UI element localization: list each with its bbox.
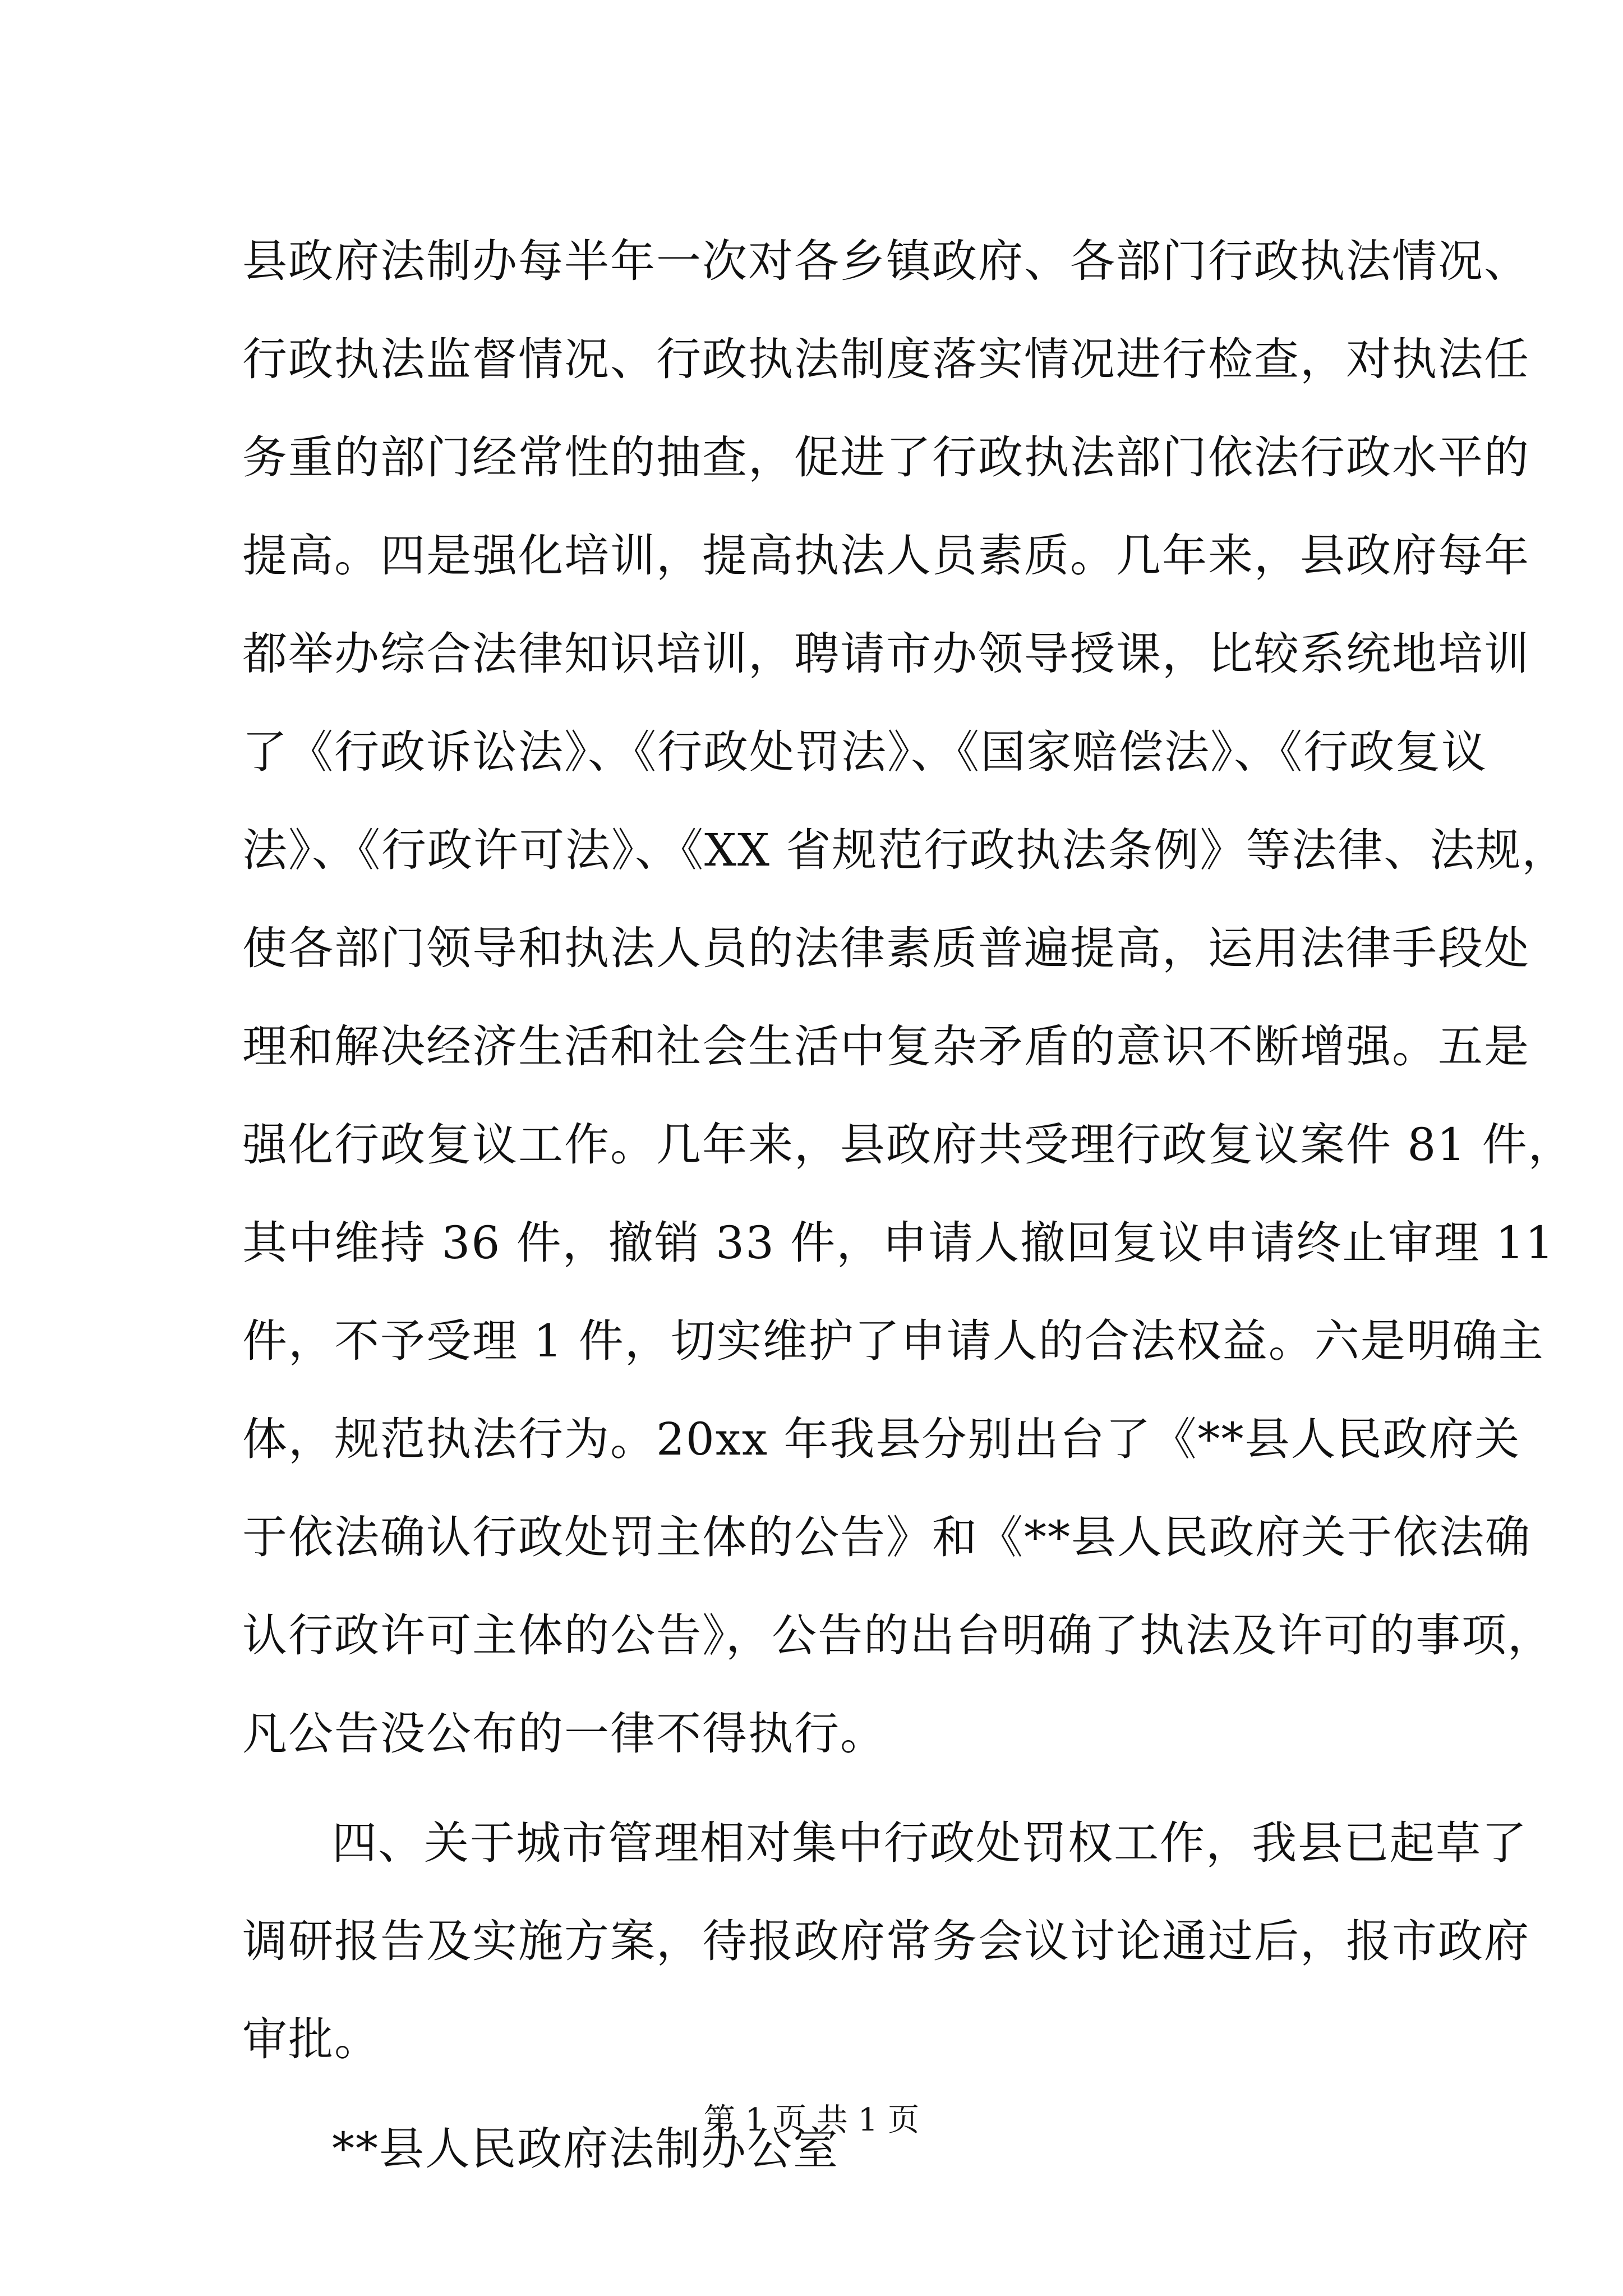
text-line: 使各部门领导和执法人员的法律素质普遍提高，运用法律手段处 xyxy=(242,922,1530,974)
text-line: 四、关于城市管理相对集中行政处罚权工作，我县已起草了 xyxy=(332,1817,1528,1869)
signature: **县人民政府法制办公室 xyxy=(332,2123,839,2175)
text-line: 其中维持 36 件，撤销 33 件，申请人撤回复议申请终止审理 11 xyxy=(242,1217,1555,1269)
text-line: 于依法确认行政处罚主体的公告》和《**县人民政府关于依法确 xyxy=(242,1511,1531,1563)
text-line: 行政执法监督情况、行政执法制度落实情况进行检查，对执法任 xyxy=(242,333,1530,385)
text-line: 提高。四是强化培训，提高执法人员素质。几年来，县政府每年 xyxy=(242,530,1530,582)
text-line: 了《行政诉讼法》、《行政处罚法》、《国家赔偿法》、《行政复议 xyxy=(242,726,1487,778)
paragraph-2 xyxy=(242,1794,1530,2088)
paragraph-1 xyxy=(242,212,1574,1783)
page-footer: 第 1 页 共 1 页 xyxy=(703,2102,920,2138)
text-line: 务重的部门经常性的抽查，促进了行政执法部门依法行政水平的 xyxy=(242,431,1530,484)
text-line: 认行政许可主体的公告》，公告的出台明确了执法及许可的事项， xyxy=(242,1609,1553,1662)
text-line: 法》、《行政许可法》、《XX 省规范行政执法条例》等法律、法规， xyxy=(242,824,1568,876)
paragraph-gap xyxy=(242,1783,1459,1794)
document-body xyxy=(242,212,1574,2198)
text-line: 件，不予受理 1 件，切实维护了申请人的合法权益。六是明确主 xyxy=(242,1315,1544,1367)
text-line: 都举办综合法律知识培训，聘请市办领导授课，比较系统地培训 xyxy=(242,628,1530,680)
text-line: 审批。 xyxy=(242,2013,380,2065)
text-line: 理和解决经济生活和社会生活中复杂矛盾的意识不断增强。五是 xyxy=(242,1020,1530,1073)
text-line: 凡公告没公布的一律不得执行。 xyxy=(242,1708,886,1760)
text-line: 县政府法制办每半年一次对各乡镇政府、各部门行政执法情况、 xyxy=(242,235,1530,287)
text-line: 强化行政复议工作。几年来，县政府共受理行政复议案件 81 件， xyxy=(242,1119,1574,1171)
text-line: 体，规范执法行为。20xx 年我县分别出台了《**县人民政府关 xyxy=(242,1413,1521,1465)
text-line: 调研报告及实施方案，待报政府常务会议讨论通过后，报市政府 xyxy=(242,1915,1530,1967)
